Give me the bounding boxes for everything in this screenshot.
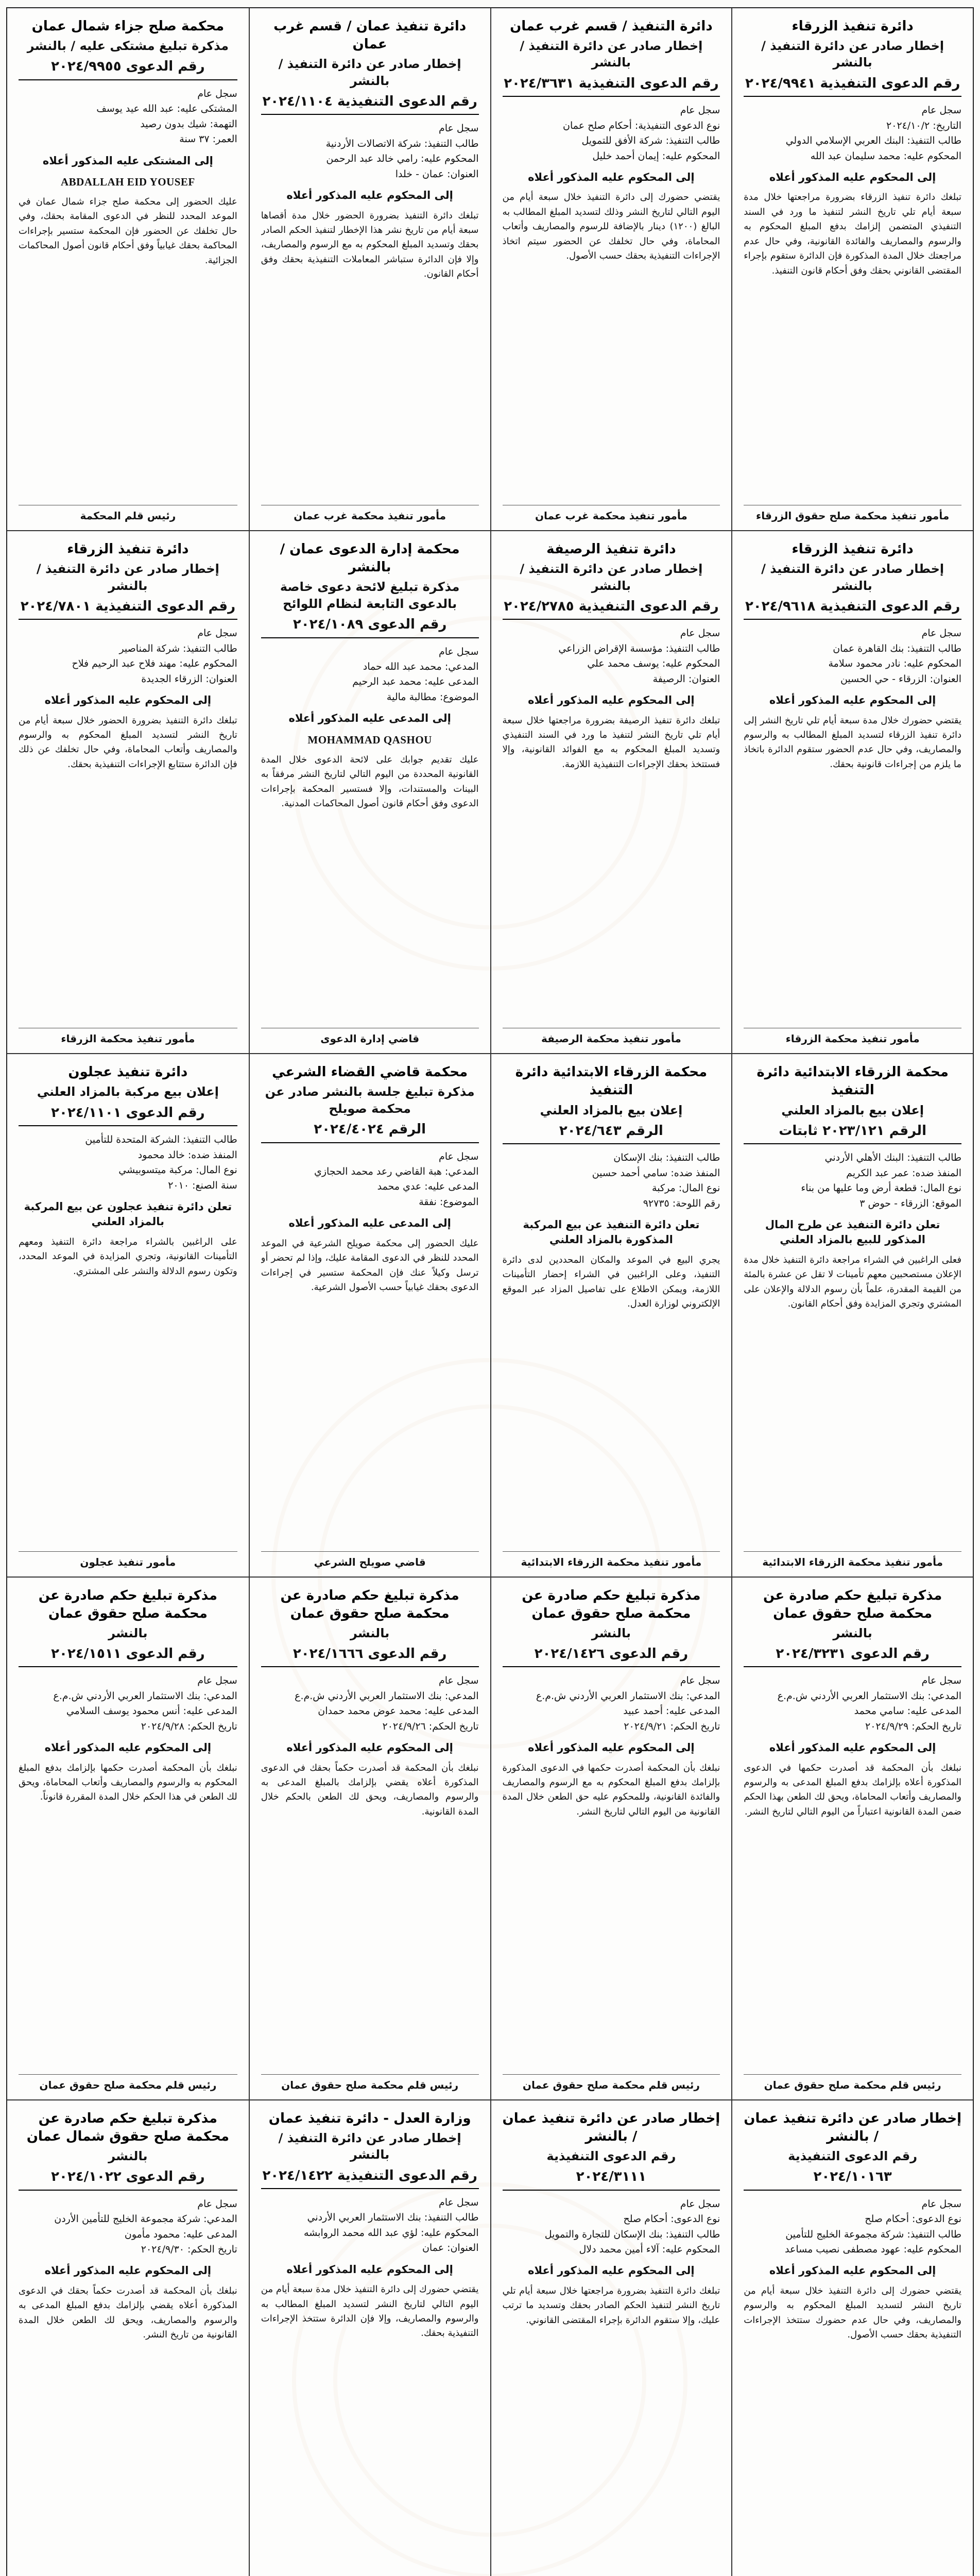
case-number: رقم الدعوى التنفيذية ٢٠٢٤/١٤٢٢ — [261, 2166, 479, 2189]
notice-header: دائرة التنفيذ / قسم غرب عمان — [510, 19, 713, 34]
notice-field: سجل عام — [197, 628, 237, 639]
notice-field: المدعى عليه: محمد عبد الرحيم — [352, 676, 479, 688]
notice-fields — [261, 1673, 479, 1734]
notices-grid — [6, 7, 974, 2576]
notice-field: المدعى عليه: محمود مأمون — [124, 2228, 237, 2240]
notice-field: سجل عام — [921, 1675, 961, 1687]
notice-field: المحكوم عليه: لؤي عبد الله محمد الروابشه — [304, 2227, 479, 2239]
notice-field: التهمة: شيك بدون رصيد — [140, 118, 237, 130]
legal-notice — [731, 1578, 973, 2100]
signature-line: قاضي صويلح الشرعي — [261, 1551, 479, 1569]
notice-field: المحكوم عليه: إيمان أحمد خليل — [592, 150, 720, 162]
legal-notice — [249, 531, 490, 1054]
case-number: الرقم ٢٠٢٣/١٢١ ثابتات — [744, 1122, 961, 1144]
notice-field: سجل عام — [197, 1675, 237, 1687]
notice-field: طالب التنفيذ: شركة مجموعة الخليج للتأمين — [785, 2228, 961, 2240]
notice-field: المحكوم عليه: يوسف محمد علي — [587, 658, 720, 670]
notice-field: المدعى عليه: أحمد عبيد — [623, 1705, 720, 1717]
signature-line: مأمور تنفيذ عجلون — [19, 1551, 237, 1569]
legal-notice — [249, 1578, 490, 2100]
legal-notice — [7, 1578, 249, 2100]
notice-field: طالب التنفيذ: الشركة المتحدة للتأمين — [85, 1134, 237, 1146]
addressee-line: إلى المحكوم عليه المذكور أعلاه — [769, 694, 936, 707]
case-number: رقم الدعوى التنفيذية ٢٠٢٤/١١٠٤ — [261, 92, 479, 115]
notice-field: طالب التنفيذ: شركة المناصير — [119, 642, 237, 654]
signature-line: مأمور تنفيذ محكمة الزرقاء الابتدائية — [744, 1551, 961, 1569]
notice-field: سجل عام — [680, 2198, 720, 2210]
case-number: الرقم ٢٠٢٤/٤٠٢٤ — [261, 1120, 479, 1143]
notice-body: على الراغبين بالشراء مراجعة دائرة التنفيذ ومعهم التأمينات القانونية، وتجري المزايدة في الموعد المحدد، وتكون رسوم الدلالة والنشر على المشتري. — [19, 1236, 237, 1277]
notice-header: مذكرة تبليغ حكم صادرة عن محكمة صلح حقوق عمان — [763, 1587, 942, 1621]
notice-subheader: إعلان بيع بالمزاد العلني — [781, 1103, 924, 1117]
case-number: رقم الدعوى ٢٠٢٤/١٠٨٩ — [261, 615, 479, 638]
notice-fields — [261, 121, 479, 182]
notice-body: تبلغك دائرة تنفيذ الرصيفة بضرورة مراجعتها خلال سبعة أيام تلي تاريخ النشر لتنفيذ ما ورد في السند التنفيذي وتسديد المبلغ المحكوم به مع الفوائد القانونية، وإلا فستتخذ بحقك الإجراءات التنفيذية اللازمة. — [502, 715, 720, 770]
signature-line: مأمور تنفيذ محكمة الزرقاء — [744, 1028, 961, 1046]
notice-field: المنفذ ضده: خالد محمود — [137, 1149, 237, 1161]
case-number: رقم الدعوى التنفيذية ٢٠٢٤/٢٧٨٥ — [503, 597, 720, 620]
notice-field: طالب التنفيذ: بنك الإسكان — [613, 1152, 720, 1164]
notice-subheader: بالنشر — [591, 1625, 631, 1640]
notice-field: تاريخ الحكم: ٢٠٢٤/٩/٣٠ — [141, 2243, 237, 2255]
notice-field: سجل عام — [921, 105, 961, 116]
notice-body: نبلغك بأن المحكمة قد أصدرت حكمها في الدعوى المذكورة أعلاه بإلزامك بدفع المبلغ المدعى به والرسوم والمصاريف وأتعاب المحاماة، ويحق لك الطعن بهذا الحكم ضمن المدة القانونية اعتباراً من اليوم التالي لتاريخ النشر. — [744, 1762, 961, 1817]
legal-notice — [7, 8, 249, 531]
notice-field: طالب التنفيذ: مؤسسة الإقراض الزراعي — [558, 642, 720, 654]
notice-subheader: مذكرة تبليغ لائحة دعوى خاصة بالدعوى التابعة لنظام اللوائح — [280, 580, 460, 611]
notice-field: التاريخ: ٢٠٢٤/١٠/٢ — [886, 120, 961, 131]
notice-field: المدعى عليه: محمد عوض محمد حمدان — [318, 1705, 479, 1717]
signature-line: مأمور تنفيذ محكمة الرصيفة — [503, 1028, 720, 1046]
case-number: رقم الدعوى ٢٠٢٤/١٤٢٦ — [503, 1645, 720, 1667]
addressee-line: إلى المحكوم عليه المذكور أعلاه — [44, 2264, 212, 2277]
notice-field: سجل عام — [197, 2198, 237, 2210]
signature-line: رئيس قلم محكمة صلح حقوق عمان — [19, 2074, 237, 2092]
notice-fields — [19, 1673, 237, 1734]
notice-fields — [744, 103, 961, 164]
notice-field: العنوان: الرصيفة — [652, 673, 720, 685]
notice-header: دائرة تنفيذ عمان / قسم غرب عمان — [273, 19, 467, 53]
signature-line: مأمور تنفيذ محكمة غرب عمان — [503, 505, 720, 523]
notice-subheader: إخطار صادر عن دائرة التنفيذ / بالنشر — [520, 562, 703, 593]
notice-body: نبلغك بأن المحكمة أصدرت حكمها في الدعوى المذكورة بإلزامك بدفع المبلغ المحكوم به مع الرسوم والمصاريف والفائدة القانونية، وللمحكوم عليه حق الطعن خلال المدة القانونية من اليوم التالي لتاريخ النشر. — [502, 1762, 720, 1817]
notice-fields — [19, 87, 237, 147]
notice-subheader: بالنشر — [833, 1625, 872, 1640]
case-number: رقم الدعوى التنفيذية ٢٠٢٤/٩٩٤١ — [744, 74, 961, 97]
legal-notice — [490, 1578, 732, 2100]
notice-field: تاريخ الحكم: ٢٠٢٤/٩/٢٦ — [382, 1720, 479, 1732]
notice-field: المدعى عليه: أنس محمود يوسف السلامي — [66, 1705, 237, 1717]
notice-field: المدعي: بنك الاستثمار العربي الأردني ش.م.ع — [536, 1690, 720, 1702]
notice-field: طالب التنفيذ: بنك القاهرة عمان — [833, 642, 961, 654]
notice-field: المشتكى عليه: عبد الله عيد يوسف — [96, 103, 237, 115]
notice-header: مذكرة تبليغ حكم صادرة عن محكمة صلح حقوق شمال عمان — [26, 2110, 230, 2144]
notice-fields — [503, 2197, 720, 2258]
notice-field: المدعي: بنك الاستثمار العربي الأردني ش.م.ع — [295, 1690, 479, 1702]
notice-header: محكمة قاضي القضاء الشرعي — [272, 1064, 468, 1080]
notice-header: محكمة صلح جزاء شمال عمان — [31, 19, 225, 34]
case-number: رقم الدعوى ٢٠٢٤/٩٩٥٥ — [19, 57, 237, 80]
notice-field: المحكوم عليه: رامي خالد عبد الرحمن — [326, 153, 479, 165]
latin-name: ABDALLAH EID YOUSEF — [60, 176, 195, 189]
notice-field: نوع المال: قطعة أرض وما عليها من بناء — [801, 1182, 961, 1194]
notice-fields — [261, 2195, 479, 2256]
notice-field: تاريخ الحكم: ٢٠٢٤/٩/٢٩ — [865, 1720, 961, 1732]
notice-field: المحكوم عليه: آلاء أمين محمد دلال — [579, 2243, 720, 2255]
notice-field: سجل عام — [680, 1675, 720, 1687]
notice-field: نوع الدعوى: أحكام صلح — [865, 2213, 961, 2225]
legal-notice — [490, 8, 732, 531]
notice-fields — [19, 1132, 237, 1193]
notice-field: المدعي: هبة القاضي رعد محمد الحجازي — [314, 1166, 479, 1178]
legal-notice — [7, 1054, 249, 1577]
case-number: رقم الدعوى التنفيذية ٢٠٢٤/٩٦١٨ — [744, 597, 961, 620]
legal-notice — [249, 1054, 490, 1577]
notice-field: تاريخ الحكم: ٢٠٢٤/٩/٢١ — [624, 1720, 720, 1732]
addressee-line: إلى المدعى عليه المذكور أعلاه — [288, 712, 451, 725]
legal-notice — [249, 2100, 490, 2576]
addressee-line: إلى المحكوم عليه المذكور أعلاه — [769, 171, 936, 184]
notice-body: عليك تقديم جوابك على لائحة الدعوى خلال المدة القانونية المحددة من اليوم التالي لتاريخ النشر مرفقاً به البينات والمستندات، وإلا فستسير المحكمة بإجراءات الدعوى وفق أحكام قانون أصول المحاكمات المدنية. — [261, 754, 479, 809]
addressee-line: إلى المحكوم عليه المذكور أعلاه — [286, 2263, 453, 2276]
notice-fields — [503, 626, 720, 687]
notice-body: فعلى الراغبين في الشراء مراجعة دائرة التنفيذ خلال مدة الإعلان مستصحبين معهم تأمينات لا تقل عن عشرة بالمئة من القيمة المقدرة، علماً بأن رسوم الدلالة والإعلان على المشتري وتجري المزايدة وفق أحكام القانون. — [744, 1254, 961, 1310]
notice-body: تبلغك دائرة التنفيذ بضرورة الحضور خلال سبعة أيام من تاريخ النشر لتسديد المبلغ المحكوم به والرسوم والمصاريف وأتعاب المحاماة، وفي حال تخلفك عن ذلك فإن الدائرة ستتابع الإجراءات التنفيذية بحقك. — [19, 715, 237, 770]
notice-field: سجل عام — [438, 2196, 479, 2208]
case-number: الرقم ٢٠٢٤/٦٤٣ — [503, 1122, 720, 1144]
notice-body: يجري البيع في الموعد والمكان المحددين لدى دائرة التنفيذ، وعلى الراغبين في الشراء إحضار التأمينات اللازمة، ويمكن الاطلاع على تفاصيل المزاد عبر الموقع الإلكتروني لوزارة العدل. — [502, 1254, 720, 1310]
addressee-line: إلى المحكوم عليه المذكور أعلاه — [286, 189, 453, 202]
addressee-line: إلى المحكوم عليه المذكور أعلاه — [286, 1741, 453, 1754]
notice-fields — [744, 626, 961, 687]
notice-field: طالب التنفيذ: بنك الإسكان للتجارة والتمويل — [544, 2228, 720, 2240]
notice-header: محكمة الزرقاء الابتدائية دائرة التنفيذ — [515, 1064, 708, 1098]
notice-body: يقتضي حضورك إلى دائرة التنفيذ خلال مدة سبعة أيام من اليوم التالي لتاريخ النشر لتسديد المبلغ المطالب به والرسوم والمصاريف، وإلا فإن الدائرة ستتخذ الإجراءات التنفيذية بحقك. — [261, 2284, 479, 2339]
notice-field: المنفذ ضده: عمر عبد الكريم — [846, 1167, 961, 1179]
addressee-line: إلى المدعى عليه المذكور أعلاه — [288, 1217, 451, 1230]
addressee-line: إلى المحكوم عليه المذكور أعلاه — [528, 694, 695, 707]
legal-notice — [7, 2100, 249, 2576]
notice-subheader: إعلان بيع بالمزاد العلني — [540, 1103, 683, 1117]
notice-field: المدعي: بنك الاستثمار العربي الأردني ش.م.ع — [777, 1690, 961, 1702]
legal-notice — [731, 8, 973, 531]
notice-subheader: مذكرة تبليغ جلسة بالنشر صادر عن محكمة صويلح — [265, 1084, 475, 1116]
latin-name: MOHAMMAD QASHOU — [307, 733, 432, 746]
addressee-line: تعلن دائرة التنفيذ عن بيع المركبة المذكورة بالمزاد العلني — [523, 1218, 700, 1246]
notice-field: طالب التنفيذ: البنك العربي الإسلامي الدولي — [785, 135, 961, 147]
notice-field: سجل عام — [921, 628, 961, 639]
case-number: ٢٠٢٤/٣١١١ — [503, 2167, 720, 2190]
addressee-line: إلى المحكوم عليه المذكور أعلاه — [528, 1741, 695, 1754]
signature-line: مأمور تنفيذ محكمة الزرقاء — [19, 1028, 237, 1046]
notice-subheader: رقم الدعوى التنفيذية — [788, 2148, 918, 2163]
notice-field: سجل عام — [438, 123, 479, 134]
addressee-line: إلى المحكوم عليه المذكور أعلاه — [769, 2264, 936, 2277]
notice-fields — [19, 2197, 237, 2258]
notice-fields — [261, 645, 479, 705]
notice-field: العنوان: عمان — [422, 2242, 479, 2254]
notice-body: يقتضي حضورك إلى دائرة التنفيذ خلال سبعة أيام من اليوم التالي لتاريخ النشر وذلك لتسديد المبلغ المطالب به البالغ (١٢٠٠) دينار بالإضافة للرسوم والمصاريف وأتعاب المحاماة، وفي حال تخلفك عن الحضور سيتم اتخاذ الإجراءات التنفيذية بحقك حسب الأصول. — [502, 192, 720, 262]
notice-field: العنوان: الزرقاء الجديدة — [141, 673, 237, 685]
notice-fields — [744, 1150, 961, 1211]
notice-field: سجل عام — [921, 2198, 961, 2210]
addressee-line: إلى المحكوم عليه المذكور أعلاه — [528, 2264, 695, 2277]
notice-body: عليك الحضور إلى محكمة صويلح الشرعية في الموعد المحدد للنظر في الدعوى المقامة عليك، وإذا لم تحضر أو ترسل وكيلاً عنك فإن المحكمة ستسير في إجراءات الدعوى بحقك غيابياً حسب الأصول الشرعية. — [261, 1238, 479, 1293]
notice-header: دائرة تنفيذ الرصيفة — [546, 541, 676, 557]
notice-field: طالب التنفيذ: شركة الأفق للتمويل — [581, 135, 720, 147]
notice-body: يقتضي حضورك إلى دائرة التنفيذ خلال سبعة أيام من تاريخ النشر لتسديد المبلغ المحكوم به والرسوم والمصاريف، وفي حال عدم حضورك ستتخذ الإجراءات التنفيذية بحقك حسب الأصول. — [744, 2285, 961, 2341]
notice-subheader: رقم الدعوى التنفيذية — [546, 2148, 676, 2163]
notice-header: دائرة تنفيذ الزرقاء — [792, 541, 914, 557]
notice-fields — [19, 626, 237, 687]
notice-subheader: إخطار صادر عن دائرة التنفيذ / بالنشر — [761, 39, 944, 70]
legal-notice — [731, 1054, 973, 1577]
signature-line: رئيس قلم محكمة صلح حقوق عمان — [503, 2074, 720, 2092]
notice-field: المدعي: شركة مجموعة الخليج للتأمين الأردن — [54, 2213, 237, 2225]
notice-field: سنة الصنع: ٢٠١٠ — [168, 1179, 237, 1191]
notice-field: سجل عام — [438, 646, 479, 657]
case-number: رقم الدعوى ٢٠٢٤/١٦٦٦ — [261, 1645, 479, 1667]
notice-field: نوع الدعوى: أحكام صلح — [623, 2213, 720, 2225]
signature-line: مأمور تنفيذ محكمة صلح حقوق الزرقاء — [744, 505, 961, 523]
notice-field: الموضوع: نفقة — [419, 1196, 479, 1208]
signature-line: قاضي إدارة الدعوى — [261, 1028, 479, 1046]
addressee-line: إلى المشتكى عليه المذكور أعلاه — [42, 154, 213, 167]
notice-field: نوع المال: مركبة — [652, 1182, 720, 1194]
notice-subheader: إخطار صادر عن دائرة التنفيذ / بالنشر — [520, 39, 703, 70]
notice-subheader: بالنشر — [108, 2148, 148, 2163]
notice-subheader: إعلان بيع مركبة بالمزاد العلني — [37, 1084, 219, 1099]
legal-notice — [249, 8, 490, 531]
notice-field: العنوان: الزرقاء - حي الحسين — [840, 673, 961, 685]
notice-header: إخطار صادر عن دائرة تنفيذ عمان / بالنشر — [502, 2110, 720, 2144]
notice-header: إخطار صادر عن دائرة تنفيذ عمان / بالنشر — [744, 2110, 961, 2144]
legal-notice — [490, 2100, 732, 2576]
notice-body: نبلغك بأن المحكمة قد أصدرت حكماً بحقك في الدعوى المذكورة أعلاه يقضي بإلزامك بدفع المبلغ المدعى به والرسوم والمصاريف، ويحق لك الطعن خلال المدة القانونية من تاريخ النشر. — [19, 2285, 237, 2341]
notice-field: المحكوم عليه: محمد سليمان عبد الله — [810, 150, 961, 162]
notice-fields — [503, 103, 720, 164]
notice-fields — [503, 1150, 720, 1211]
notice-subheader: بالنشر — [108, 1625, 148, 1640]
notice-field: سجل عام — [680, 105, 720, 116]
notice-fields — [744, 2197, 961, 2258]
notice-field: سجل عام — [438, 1675, 479, 1687]
legal-notice — [7, 531, 249, 1054]
notice-field: طالب التنفيذ: البنك الأهلي الأردني — [824, 1152, 961, 1164]
notice-body: يقتضي حضورك خلال مدة سبعة أيام تلي تاريخ النشر إلى دائرة تنفيذ الزرقاء لتسديد المبلغ المطالب به والرسوم والمصاريف، وفي حال عدم الحضور ستقوم الدائرة باتخاذ ما يلزم من إجراءات قانونية بحقك. — [744, 715, 961, 770]
legal-notice — [731, 2100, 973, 2576]
notice-fields — [744, 1673, 961, 1734]
notice-field: المدعي: بنك الاستثمار العربي الأردني ش.م.ع — [53, 1690, 237, 1702]
notice-field: العنوان: عمان - خلدا — [395, 168, 479, 180]
case-number: رقم الدعوى ٢٠٢٤/١٥١١ — [19, 1645, 237, 1667]
notice-field: سجل عام — [680, 628, 720, 639]
notice-header: مذكرة تبليغ حكم صادرة عن محكمة صلح حقوق عمان — [522, 1587, 701, 1621]
notice-subheader: إخطار صادر عن دائرة التنفيذ / بالنشر — [278, 2130, 461, 2162]
notice-subheader: بالنشر — [350, 1625, 390, 1640]
legal-notice — [490, 531, 732, 1054]
notice-field: المحكوم عليه: عهود مصطفى نصيب مساعد — [785, 2243, 961, 2255]
notice-header: مذكرة تبليغ حكم صادرة عن محكمة صلح حقوق عمان — [280, 1587, 459, 1621]
notice-subheader: إخطار صادر عن دائرة التنفيذ / بالنشر — [278, 57, 461, 88]
addressee-line: تعلن دائرة التنفيذ عن طرح المال المذكور للبيع بالمزاد العلني — [765, 1218, 940, 1246]
case-number: ٢٠٢٤/١٠١٦٣ — [744, 2167, 961, 2190]
notice-body: تبلغك دائرة التنفيذ بضرورة مراجعتها خلال سبعة أيام تلي تاريخ النشر لتنفيذ الحكم الصادر بحقك وتسديد ما ترتب عليك، وإلا ستقوم الدائرة بإجراء المقتضى القانوني. — [502, 2285, 720, 2326]
case-number: رقم الدعوى ٢٠٢٤/١٠٢٢ — [19, 2167, 237, 2190]
notice-subheader: إخطار صادر عن دائرة التنفيذ / بالنشر — [761, 562, 944, 593]
notice-field: الموضوع: مطالبة مالية — [386, 691, 479, 703]
notice-subheader: مذكرة تبليغ مشتكى عليه / بالنشر — [27, 39, 229, 54]
case-number: رقم الدعوى التنفيذية ٢٠٢٤/٣٦٣١ — [503, 74, 720, 97]
signature-line: رئيس قلم محكمة صلح حقوق عمان — [744, 2074, 961, 2092]
case-number: رقم الدعوى التنفيذية ٢٠٢٤/٧٨٠١ — [19, 597, 237, 620]
addressee-line: إلى المحكوم عليه المذكور أعلاه — [44, 1741, 212, 1754]
case-number: رقم الدعوى ٢٠٢٤/٣٢٣١ — [744, 1645, 961, 1667]
notice-body: نبلغك بأن المحكمة قد أصدرت حكماً بحقك في الدعوى المذكورة أعلاه يقضي بإلزامك بالمبلغ المدعى به والرسوم والمصاريف، ويحق لك الطعن بالحكم خلال المدة القانونية. — [261, 1762, 479, 1817]
notice-body: نبلغك بأن المحكمة أصدرت حكمها بإلزامك بدفع المبلغ المحكوم به والرسوم والمصاريف وأتعاب المحاماة، ويحق لك الطعن في هذا الحكم خلال المدة المقررة قانوناً. — [19, 1762, 237, 1803]
notice-field: المدعى عليه: عدي محمد — [377, 1181, 479, 1193]
notice-field: سجل عام — [197, 88, 237, 99]
notice-field: تاريخ الحكم: ٢٠٢٤/٩/٢٨ — [141, 1720, 237, 1732]
notice-field: الموقع: الزرقاء - حوض ٣ — [859, 1197, 961, 1209]
addressee-line: إلى المحكوم عليه المذكور أعلاه — [528, 171, 695, 184]
notice-header: محكمة الزرقاء الابتدائية دائرة التنفيذ — [757, 1064, 949, 1098]
signature-line: رئيس قلم المحكمة — [19, 505, 237, 523]
notice-field: نوع المال: مركبة ميتسوبيشي — [118, 1164, 237, 1176]
signature-line: رئيس قلم محكمة صلح حقوق عمان — [261, 2074, 479, 2092]
notice-field: المدعي: محمد عبد الله حماد — [363, 660, 479, 672]
addressee-line: تعلن دائرة تنفيذ عجلون عن بيع المركبة بالمزاد العلني — [24, 1200, 232, 1228]
addressee-line: إلى المحكوم عليه المذكور أعلاه — [769, 1741, 936, 1754]
notice-field: سجل عام — [438, 1150, 479, 1162]
notice-field: نوع الدعوى التنفيذية: أحكام صلح عمان — [562, 120, 720, 131]
addressee-line: إلى المحكوم عليه المذكور أعلاه — [44, 694, 212, 707]
notice-field: المنفذ ضده: سامي أحمد حسين — [592, 1167, 720, 1179]
notice-fields — [503, 1673, 720, 1734]
signature-line: مأمور تنفيذ محكمة الزرقاء الابتدائية — [503, 1551, 720, 1569]
notice-field: المحكوم عليه: مهند فلاح عبد الرحيم فلاح — [72, 658, 237, 670]
notice-field: طالب التنفيذ: بنك الاستثمار العربي الأردني — [307, 2212, 479, 2224]
notice-header: مذكرة تبليغ حكم صادرة عن محكمة صلح حقوق عمان — [38, 1587, 218, 1621]
legal-notice — [731, 531, 973, 1054]
notice-field: العمر: ٣٧ سنة — [179, 133, 237, 145]
case-number: رقم الدعوى ٢٠٢٤/١١٠١ — [19, 1104, 237, 1126]
notice-field: طالب التنفيذ: شركة الاتصالات الأردنية — [325, 138, 479, 149]
notice-field: المدعى عليه: سامي محمد — [854, 1705, 961, 1717]
notice-header: وزارة العدل - دائرة تنفيذ عمان — [268, 2110, 471, 2126]
signature-line: مأمور تنفيذ محكمة غرب عمان — [261, 505, 479, 523]
notice-header: محكمة إدارة الدعوى عمان / بالنشر — [280, 541, 460, 575]
notice-body: تبلغك دائرة تنفيذ الزرقاء بضرورة مراجعتها خلال مدة سبعة أيام تلي تاريخ النشر لتنفيذ ما ورد في السند التنفيذي المتضمن إلزامك بدفع المبلغ المحكوم به والرسوم والمصاريف والفائدة القانونية، وفي حال عدم مراجعتك خلال المدة المذكورة فإن الدائرة ستقوم بإجراء المقتضى القانوني بحقك وفق أحكام قانون التنفيذ. — [744, 192, 961, 276]
notice-header: دائرة تنفيذ الزرقاء — [792, 19, 914, 34]
legal-notice — [490, 1054, 732, 1577]
notice-subheader: إخطار صادر عن دائرة التنفيذ / بالنشر — [36, 562, 219, 593]
notice-fields — [261, 1149, 479, 1210]
notice-header: دائرة تنفيذ الزرقاء — [67, 541, 189, 557]
notice-field: المحكوم عليه: نادر محمود سلامة — [828, 658, 961, 670]
notice-body: تبلغك دائرة التنفيذ بضرورة الحضور خلال مدة أقصاها سبعة أيام من تاريخ نشر هذا الإخطار لتنفيذ الحكم الصادر بحقك وتسديد المبلغ المحكوم به مع الرسوم والمصاريف، وإلا فإن الدائرة ستباشر المعاملات التنفيذية بحقك وفق أحكام القانون. — [261, 210, 479, 280]
notice-field: رقم اللوحة: ٩٢٧٣٥ — [643, 1197, 720, 1209]
notice-header: دائرة تنفيذ عجلون — [68, 1064, 188, 1080]
notice-body: عليك الحضور إلى محكمة صلح جزاء شمال عمان في الموعد المحدد للنظر في الدعوى المقامة بحقك، وفي حال تخلفك عن الحضور فإن المحكمة ستسير بإجراءات المحاكمة بحقك غيابياً وفق أحكام قانون أصول المحاكمات الجزائية. — [19, 196, 237, 266]
